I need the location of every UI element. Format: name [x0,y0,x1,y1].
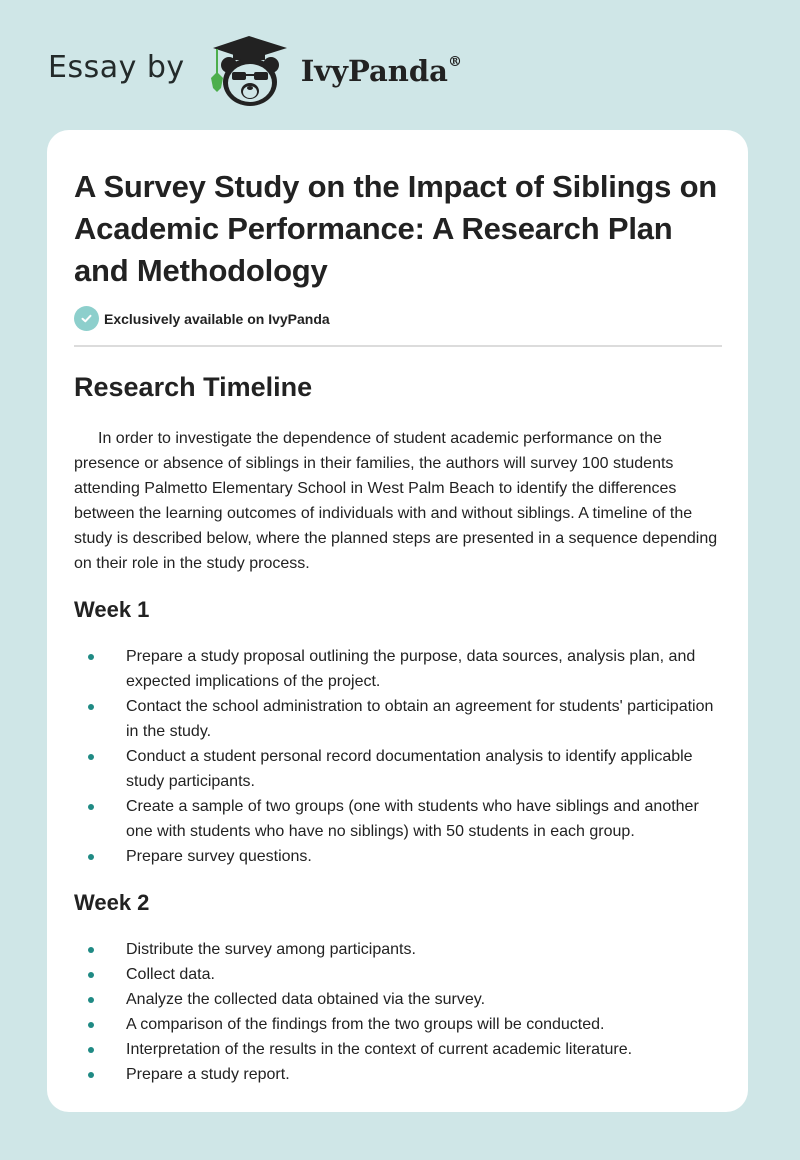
bullet-icon [88,997,94,1003]
list-item: Analyze the collected data obtained via the survey. [74,987,722,1012]
bullet-icon [88,854,94,860]
bullet-icon [88,654,94,660]
week-2-heading: Week 2 [74,890,150,915]
bullet-icon [88,1022,94,1028]
essay-by-label: Essay by [48,49,185,85]
list-item: Distribute the survey among participants. [74,937,722,962]
week-2-list [74,937,722,1087]
brand-name[interactable]: IvyPanda® [300,54,462,88]
list-item: Contact the school administration to obtain an agreement for students' participation in the study. [74,694,722,744]
bullet-icon [88,1072,94,1078]
list-item: Collect data. [74,962,722,987]
bullet-icon [88,1047,94,1053]
list-item: Prepare a study report. [74,1062,722,1087]
page-title: A Survey Study on the Impact of Siblings on Academic Performance: A Research Plan and Methodology [74,169,718,288]
list-item: Prepare survey questions. [74,844,722,869]
intro-paragraph: In order to investigate the dependence of student academic performance on the presence or absence of siblings in their families, the authors will survey 100 students attending Palmetto Elementary School in West Palm Beach to identify the differences between the learning outcomes of individuals with and without siblings. A timeline of the study is described below, where the planned steps are presented in a sequence depending on their role in the study process. [74,430,718,572]
panda-graduate-icon[interactable] [203,32,295,108]
exclusive-badge [74,306,722,331]
site-header [48,30,462,110]
exclusive-text: Exclusively available on IvyPanda [104,310,330,327]
check-circle-icon [74,306,99,331]
bullet-icon [88,804,94,810]
list-item: Create a sample of two groups (one with students who have siblings and another one with students who have no siblings) with 50 students in each group. [74,794,722,844]
list-item: Conduct a student personal record documentation analysis to identify applicable study participants. [74,744,722,794]
list-item: Interpretation of the results in the context of current academic literature. [74,1037,722,1062]
list-item: Prepare a study proposal outlining the purpose, data sources, analysis plan, and expected implications of the project. [74,644,722,694]
week-1-heading: Week 1 [74,597,150,622]
bullet-icon [88,947,94,953]
bullet-icon [88,704,94,710]
essay-card [47,130,748,1112]
bullet-icon [88,972,94,978]
divider [74,345,722,347]
list-item: A comparison of the findings from the two groups will be conducted. [74,1012,722,1037]
week-1-list [74,644,722,869]
bullet-icon [88,754,94,760]
section-heading: Research Timeline [74,372,313,402]
